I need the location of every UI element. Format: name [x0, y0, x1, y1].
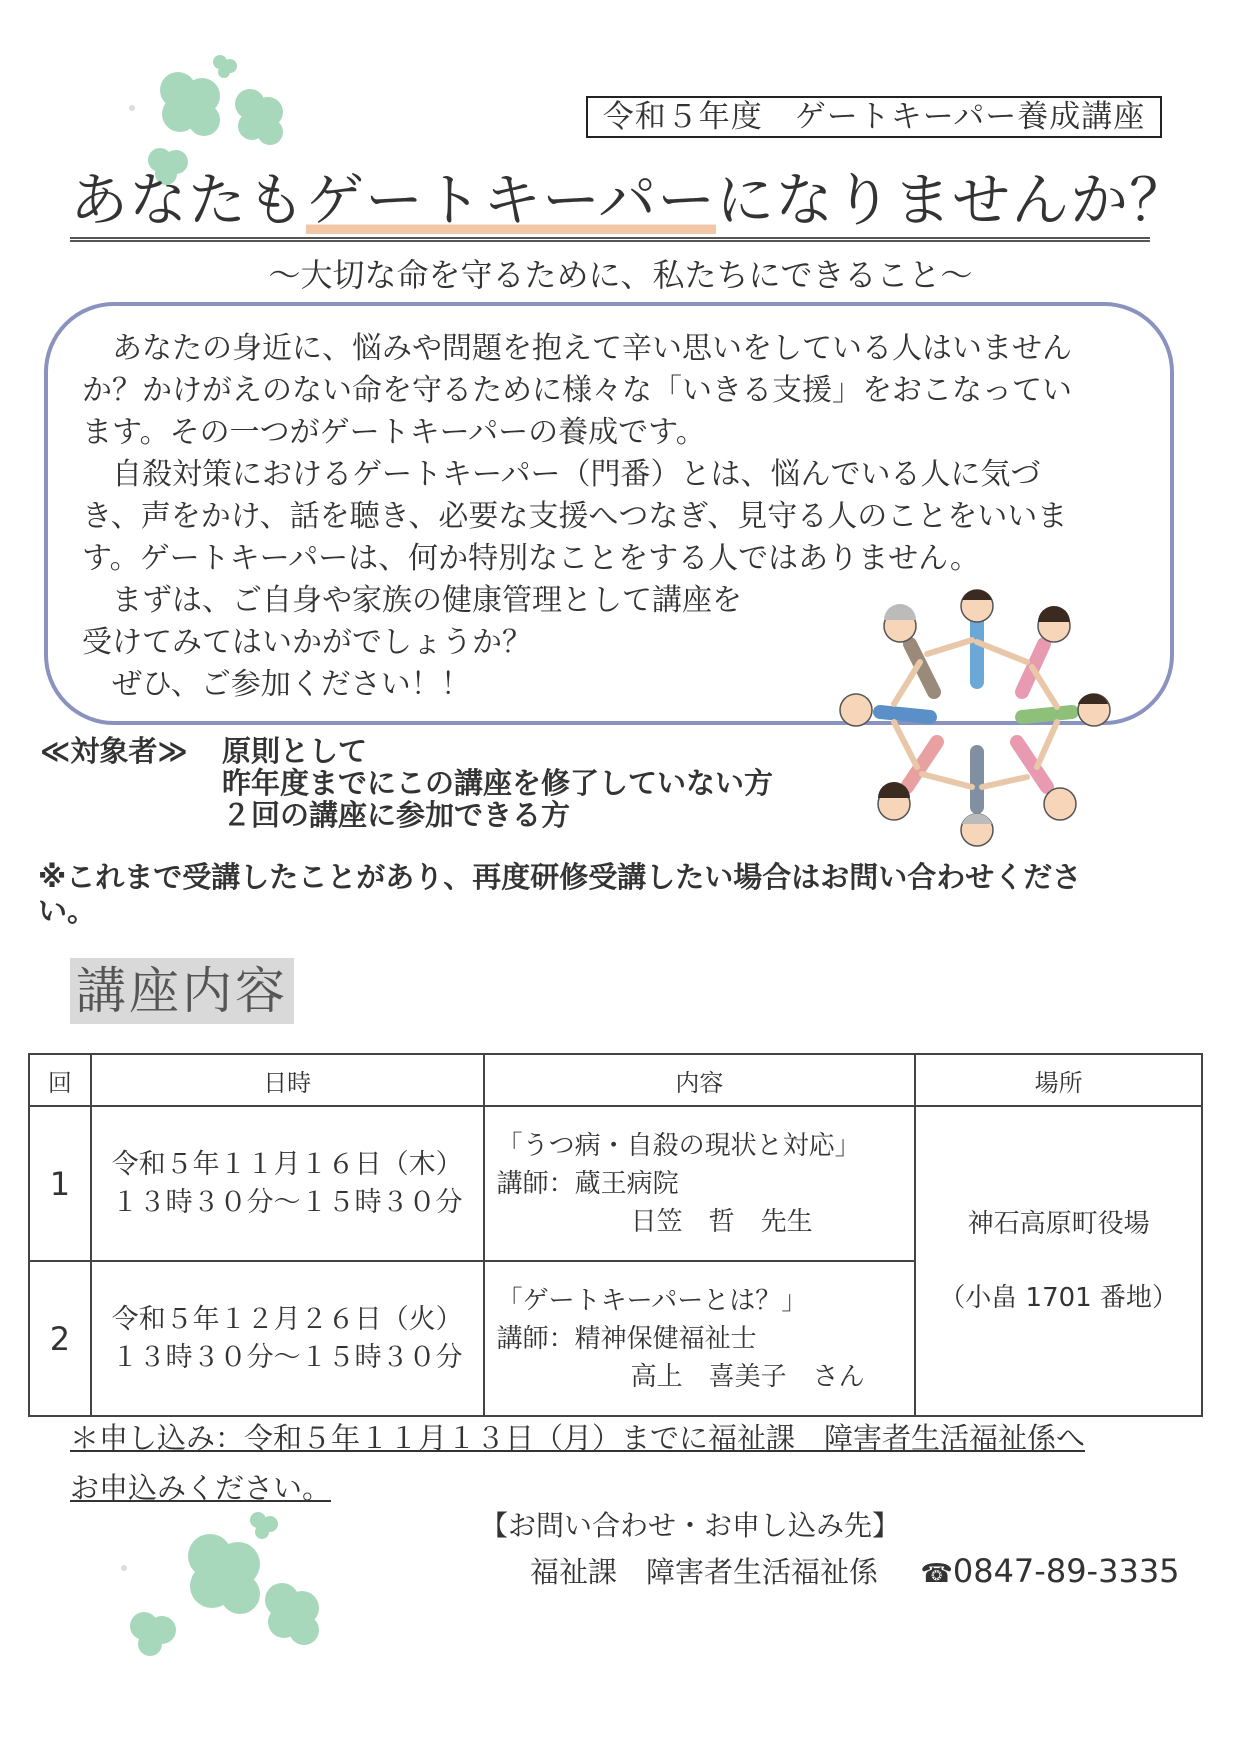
session-date: 令和５年１１月１６日（木） — [111, 1148, 463, 1180]
re-enrollment-note: ※これまで受講したことがあり、再度研修受講したい場合はお問い合わせください。 — [38, 860, 1082, 928]
session-date: 令和５年１２月２６日（火） — [111, 1303, 463, 1335]
table-header-row — [29, 1054, 1202, 1106]
session-topic: 「ゲートキーパーとは？」 — [496, 1285, 808, 1316]
intro-line: き、声をかけ、話を聴き、必要な支援へつなぎ、見守る人のことをいいま — [82, 499, 1068, 534]
intro-line: 自殺対策におけるゲートキーパー（門番）とは、悩んでいる人に気づ — [82, 457, 1041, 492]
title-prefix: あなたも — [70, 166, 307, 234]
intro-line: あなたの身近に、悩みや問題を抱えて辛い思いをしている人はいません — [82, 331, 1072, 366]
session-time: １３時３０分～１５時３０分 — [111, 1341, 463, 1373]
intro-line: か？かけがえのない命を守るために様々な「いきる支援」をおこなってい — [82, 373, 1072, 408]
session-topic: 「うつ病・自殺の現状と対応」 — [496, 1130, 861, 1161]
people-circle-illustration — [822, 582, 1132, 852]
title-suffix: になりませんか？ — [716, 166, 1189, 234]
section-title: 講座内容 — [70, 958, 294, 1024]
header-content: 内容 — [484, 1054, 916, 1106]
lecturer-name: 日笠 哲 先生 — [630, 1206, 813, 1237]
phone-number[interactable]: 0847-89-3335 — [952, 1552, 1180, 1590]
venue-name: 神石高原町役場 — [967, 1209, 1150, 1239]
schedule-table — [28, 1053, 1203, 1417]
title-highlight: ゲートキーパー — [306, 166, 717, 234]
session-number: 1 — [29, 1106, 91, 1261]
venue — [915, 1106, 1202, 1416]
session-datetime — [91, 1106, 484, 1261]
intro-line: ます。その一つがゲートキーパーの養成です。 — [82, 415, 706, 450]
page-title — [70, 165, 1189, 242]
target-label: ≪対象者≫ — [40, 734, 188, 768]
contact-department: 福祉課 障害者生活福祉係 — [530, 1555, 879, 1589]
header-datetime: 日時 — [91, 1054, 484, 1106]
session-lecturer: 講師：蔵王病院 — [496, 1168, 679, 1199]
session-number: 2 — [29, 1261, 91, 1416]
intro-line: ぜひ、ご参加ください！！ — [82, 667, 471, 702]
intro-line: 受けてみてはいかがでしょうか？ — [82, 625, 532, 660]
session-time: １３時３０分～１５時３０分 — [111, 1186, 463, 1218]
application-deadline: ＊申し込み：令和５年１１月１３日（月）までに福祉課 障害者生活福祉係へ — [70, 1421, 1086, 1455]
year-course-label: 令和５年度 ゲートキーパー養成講座 — [586, 96, 1162, 138]
clover-decoration-bottom — [110, 1508, 340, 1658]
header-no: 回 — [29, 1054, 91, 1106]
contact-info — [530, 1553, 1180, 1592]
subtitle: ～大切な命を守るために、私たちにできること～ — [268, 256, 973, 294]
phone-icon: ☎ — [920, 1559, 953, 1589]
contact-heading: 【お問い合わせ・お申し込み先】 — [480, 1509, 901, 1542]
session-content — [484, 1261, 916, 1416]
venue-address: （小畠 1701 番地） — [939, 1283, 1178, 1313]
session-lecturer: 講師：精神保健福祉士 — [496, 1323, 757, 1354]
header-place: 場所 — [915, 1054, 1202, 1106]
target-criteria — [222, 735, 773, 831]
lecturer-name: 高上 喜美子 さん — [630, 1361, 865, 1392]
intro-line: す。ゲートキーパーは、何か特別なことをする人ではありません。 — [82, 541, 980, 576]
target-line: ２回の講座に参加できる方 — [222, 798, 571, 832]
intro-line: まずは、ご自身や家族の健康管理として講座を — [82, 583, 742, 618]
session-datetime — [91, 1261, 484, 1416]
session-content — [484, 1106, 916, 1261]
target-line: 昨年度までにこの講座を修了していない方 — [222, 766, 774, 800]
application-instruction: お申込みください。 — [70, 1471, 332, 1505]
table-row — [29, 1106, 1202, 1261]
target-line: 原則として — [222, 734, 368, 768]
